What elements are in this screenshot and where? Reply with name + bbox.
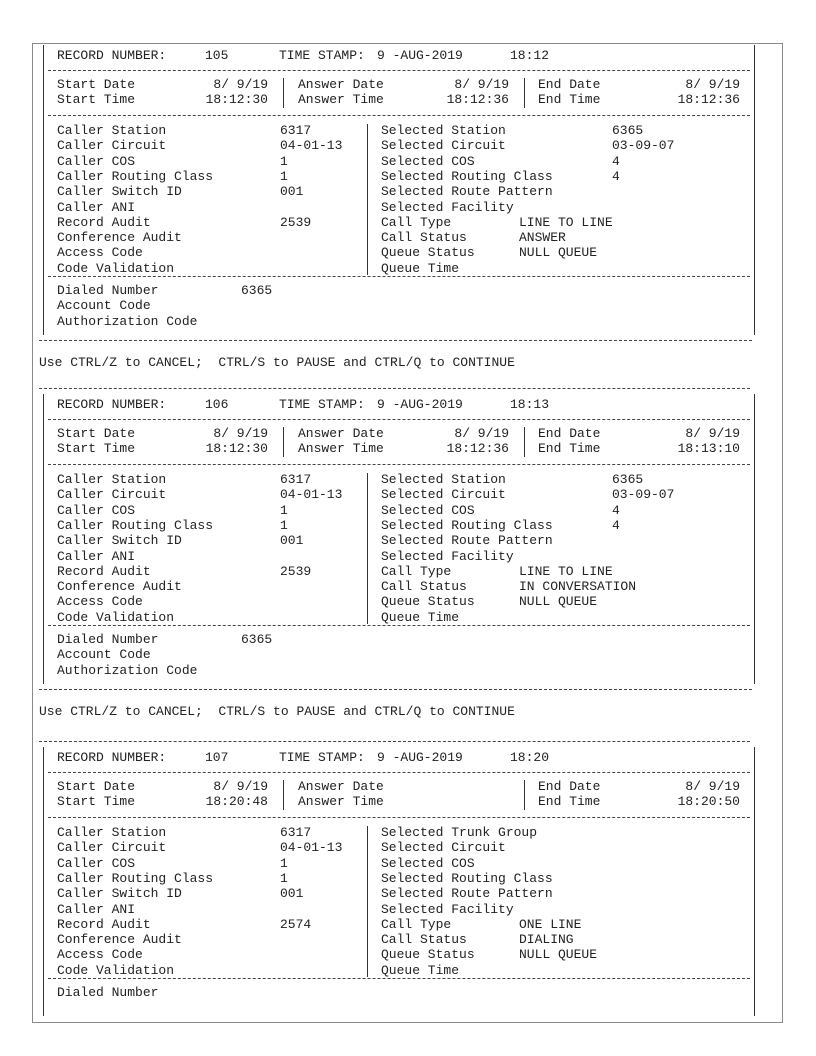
caller-field-value: 1	[280, 153, 288, 169]
time-stamp-time: 18:12	[510, 48, 550, 63]
start-time-value: 18:12:30	[205, 92, 268, 108]
control-prompt: Use CTRL/Z to CANCEL; CTRL/S to PAUSE and CTRL/Q to CONTINUE	[39, 704, 515, 719]
record-left-border	[43, 45, 44, 335]
dates-divider-2	[524, 78, 525, 108]
selected-field-label: Selected Facility	[381, 901, 514, 917]
end-time-label: End Time	[538, 441, 601, 457]
record-top-divider	[39, 741, 750, 742]
selected-field-value: 6365	[612, 472, 644, 487]
caller-field-label: Access Code	[57, 245, 143, 261]
selected-field-value: IN CONVERSATION	[519, 579, 637, 595]
record-number: 106	[205, 397, 229, 412]
caller-field-label: Caller Switch ID	[57, 184, 182, 200]
caller-field-value: 6317	[280, 123, 312, 138]
selected-field-value: ANSWER	[519, 230, 566, 246]
record-number-label: RECORD NUMBER:	[57, 750, 167, 765]
caller-field-value: 04-01-13	[280, 487, 343, 503]
selected-field-label: Selected Routing Class	[381, 870, 553, 886]
dialing-field-value: 6365	[241, 632, 273, 647]
selected-field-label: Call Type	[381, 916, 452, 932]
time-stamp-date: 9 -AUG-2019	[377, 397, 463, 412]
answer-date-value: 8/ 9/19	[454, 77, 509, 92]
selected-field-value: 6365	[612, 123, 644, 138]
selected-field-value: ONE LINE	[519, 916, 582, 932]
header-divider	[48, 772, 750, 773]
caller-field-value: 1	[280, 168, 288, 184]
caller-field-value: 001	[280, 886, 304, 902]
selected-field-label: Selected Route Pattern	[381, 184, 553, 200]
dialing-field-label: Account Code	[57, 298, 151, 314]
record-right-border	[754, 394, 755, 684]
dialing-field-label: Dialed Number	[57, 632, 159, 647]
selected-field-value: 03-09-07	[612, 487, 675, 503]
answer-time-value: 18:12:36	[446, 441, 509, 457]
start-date-label: Start Date	[57, 77, 136, 92]
start-time-label: Start Time	[57, 441, 136, 457]
selected-field-label: Selected Circuit	[381, 487, 506, 503]
selected-field-value: 4	[612, 517, 620, 533]
record-left-border	[43, 394, 44, 684]
caller-field-label: Conference Audit	[57, 932, 182, 948]
fields-divider	[48, 625, 750, 626]
time-stamp-label: TIME STAMP:	[279, 48, 365, 63]
caller-field-label: Caller Routing Class	[57, 870, 214, 886]
dates-divider	[48, 464, 750, 465]
caller-field-label: Caller Switch ID	[57, 533, 182, 549]
end-time-label: End Time	[538, 92, 601, 108]
caller-field-label: Caller Circuit	[57, 840, 167, 856]
start-time-value: 18:20:48	[205, 794, 268, 810]
caller-field-value: 04-01-13	[280, 138, 343, 154]
selected-field-label: Call Type	[381, 214, 452, 230]
end-date-value: 8/ 9/19	[685, 426, 740, 441]
dialing-field-label: Authorization Code	[57, 662, 198, 678]
caller-field-label: Conference Audit	[57, 230, 182, 246]
selected-field-label: Queue Time	[381, 609, 460, 625]
caller-field-value: 1	[280, 502, 288, 518]
selected-field-value: DIALING	[519, 932, 574, 948]
start-time-label: Start Time	[57, 92, 136, 108]
end-date-value: 8/ 9/19	[685, 77, 740, 92]
end-time-value: 18:13:10	[677, 441, 740, 457]
selected-field-label: Selected Circuit	[381, 138, 506, 154]
time-stamp-label: TIME STAMP:	[279, 750, 365, 765]
end-date-label: End Date	[538, 779, 601, 794]
caller-field-label: Caller Circuit	[57, 138, 167, 154]
caller-field-label: Caller ANI	[57, 199, 136, 215]
record-bottom-divider	[39, 689, 752, 690]
record-bottom-divider	[39, 340, 752, 341]
selected-field-label: Selected Station	[381, 123, 506, 138]
caller-field-value: 1	[280, 870, 288, 886]
dialing-field-label: Dialed Number	[57, 985, 159, 1000]
start-time-value: 18:12:30	[205, 441, 268, 457]
control-prompt: Use CTRL/Z to CANCEL; CTRL/S to PAUSE and CTRL/Q to CONTINUE	[39, 355, 515, 370]
selected-field-label: Selected Trunk Group	[381, 825, 538, 840]
record-right-border	[754, 747, 755, 1016]
selected-field-label: Selected COS	[381, 502, 475, 518]
selected-field-value: NULL QUEUE	[519, 947, 598, 963]
dates-divider-1	[283, 78, 284, 108]
start-date-label: Start Date	[57, 426, 136, 441]
caller-field-value: 001	[280, 184, 304, 200]
record-number-label: RECORD NUMBER:	[57, 48, 167, 63]
selected-field-value: LINE TO LINE	[519, 563, 613, 579]
answer-date-label: Answer Date	[298, 779, 384, 794]
fields-divider	[48, 276, 750, 277]
record-number: 105	[205, 48, 229, 63]
caller-field-label: Access Code	[57, 594, 143, 610]
record-number-label: RECORD NUMBER:	[57, 397, 167, 412]
selected-field-label: Selected Facility	[381, 548, 514, 564]
caller-selected-divider	[367, 826, 368, 977]
caller-field-label: Caller Routing Class	[57, 168, 214, 184]
caller-selected-divider	[367, 473, 368, 624]
caller-field-label: Code Validation	[57, 609, 175, 625]
selected-field-value: LINE TO LINE	[519, 214, 613, 230]
time-stamp-label: TIME STAMP:	[279, 397, 365, 412]
selected-field-label: Selected Station	[381, 472, 506, 487]
caller-field-value: 001	[280, 533, 304, 549]
caller-field-label: Code Validation	[57, 260, 175, 276]
selected-field-label: Queue Status	[381, 245, 475, 261]
selected-field-value: 4	[612, 168, 620, 184]
caller-field-label: Caller Routing Class	[57, 517, 214, 533]
start-date-value: 8/ 9/19	[213, 77, 268, 92]
caller-field-label: Caller COS	[57, 502, 136, 518]
answer-date-value: 8/ 9/19	[454, 426, 509, 441]
caller-field-value: 6317	[280, 472, 312, 487]
caller-field-value: 04-01-13	[280, 840, 343, 856]
caller-field-value: 1	[280, 517, 288, 533]
caller-field-label: Access Code	[57, 947, 143, 963]
caller-field-label: Caller ANI	[57, 548, 136, 564]
selected-field-value: NULL QUEUE	[519, 594, 598, 610]
start-date-value: 8/ 9/19	[213, 426, 268, 441]
end-date-label: End Date	[538, 77, 601, 92]
caller-field-label: Record Audit	[57, 214, 151, 230]
caller-field-label: Caller Station	[57, 825, 167, 840]
fields-divider	[48, 978, 750, 979]
dialing-field-label: Authorization Code	[57, 313, 198, 329]
selected-field-label: Call Status	[381, 932, 467, 948]
answer-time-label: Answer Time	[298, 441, 384, 457]
selected-field-label: Queue Time	[381, 260, 460, 276]
answer-date-label: Answer Date	[298, 426, 384, 441]
caller-field-label: Caller Station	[57, 472, 167, 487]
selected-field-label: Call Type	[381, 563, 452, 579]
end-date-value: 8/ 9/19	[685, 779, 740, 794]
record-number: 107	[205, 750, 229, 765]
answer-time-value: 18:12:36	[446, 92, 509, 108]
selected-field-label: Selected Route Pattern	[381, 886, 553, 902]
selected-field-label: Selected COS	[381, 855, 475, 871]
caller-field-label: Code Validation	[57, 962, 175, 978]
dates-divider	[48, 817, 750, 818]
header-divider	[48, 70, 750, 71]
selected-field-label: Queue Time	[381, 962, 460, 978]
start-date-value: 8/ 9/19	[213, 779, 268, 794]
dates-divider-1	[283, 427, 284, 457]
selected-field-label: Selected Circuit	[381, 840, 506, 856]
selected-field-label: Selected Facility	[381, 199, 514, 215]
selected-field-value: 4	[612, 502, 620, 518]
dialing-field-value: 6365	[241, 283, 273, 298]
end-time-label: End Time	[538, 794, 601, 810]
selected-field-label: Call Status	[381, 230, 467, 246]
dates-divider-2	[524, 427, 525, 457]
caller-field-value: 2539	[280, 214, 312, 230]
dialing-field-label: Dialed Number	[57, 283, 159, 298]
selected-field-label: Selected Routing Class	[381, 168, 553, 184]
caller-field-value: 1	[280, 855, 288, 871]
caller-field-label: Caller Circuit	[57, 487, 167, 503]
caller-selected-divider	[367, 124, 368, 275]
answer-time-label: Answer Time	[298, 92, 384, 108]
answer-time-label: Answer Time	[298, 794, 384, 810]
end-date-label: End Date	[538, 426, 601, 441]
caller-field-label: Record Audit	[57, 563, 151, 579]
caller-field-value: 2539	[280, 563, 312, 579]
answer-date-value	[430, 780, 509, 794]
start-time-label: Start Time	[57, 794, 136, 810]
time-stamp-time: 18:13	[510, 397, 550, 412]
time-stamp-date: 9 -AUG-2019	[377, 48, 463, 63]
selected-field-label: Selected COS	[381, 153, 475, 169]
selected-field-label: Queue Status	[381, 947, 475, 963]
selected-field-label: Selected Routing Class	[381, 517, 553, 533]
caller-field-value: 6317	[280, 825, 312, 840]
caller-field-label: Record Audit	[57, 916, 151, 932]
caller-field-label: Conference Audit	[57, 579, 182, 595]
dialing-field-label: Account Code	[57, 647, 151, 663]
caller-field-label: Caller ANI	[57, 901, 136, 917]
selected-field-label: Selected Route Pattern	[381, 533, 553, 549]
dates-divider-1	[283, 780, 284, 810]
selected-field-label: Call Status	[381, 579, 467, 595]
end-time-value: 18:20:50	[677, 794, 740, 810]
record-right-border	[754, 45, 755, 335]
selected-field-label: Queue Status	[381, 594, 475, 610]
selected-field-value: 03-09-07	[612, 138, 675, 154]
dates-divider	[48, 115, 750, 116]
caller-field-label: Caller Station	[57, 123, 167, 138]
time-stamp-date: 9 -AUG-2019	[377, 750, 463, 765]
caller-field-value: 2574	[280, 916, 312, 932]
answer-date-label: Answer Date	[298, 77, 384, 92]
selected-field-value: 4	[612, 153, 620, 169]
record-top-divider	[39, 388, 750, 389]
dates-divider-2	[524, 780, 525, 810]
caller-field-label: Caller COS	[57, 855, 136, 871]
start-date-label: Start Date	[57, 779, 136, 794]
caller-field-label: Caller Switch ID	[57, 886, 182, 902]
selected-field-value: NULL QUEUE	[519, 245, 598, 261]
header-divider	[48, 419, 750, 420]
answer-time-value	[430, 795, 509, 809]
record-left-border	[43, 747, 44, 1016]
time-stamp-time: 18:20	[510, 750, 550, 765]
caller-field-label: Caller COS	[57, 153, 136, 169]
end-time-value: 18:12:36	[677, 92, 740, 108]
